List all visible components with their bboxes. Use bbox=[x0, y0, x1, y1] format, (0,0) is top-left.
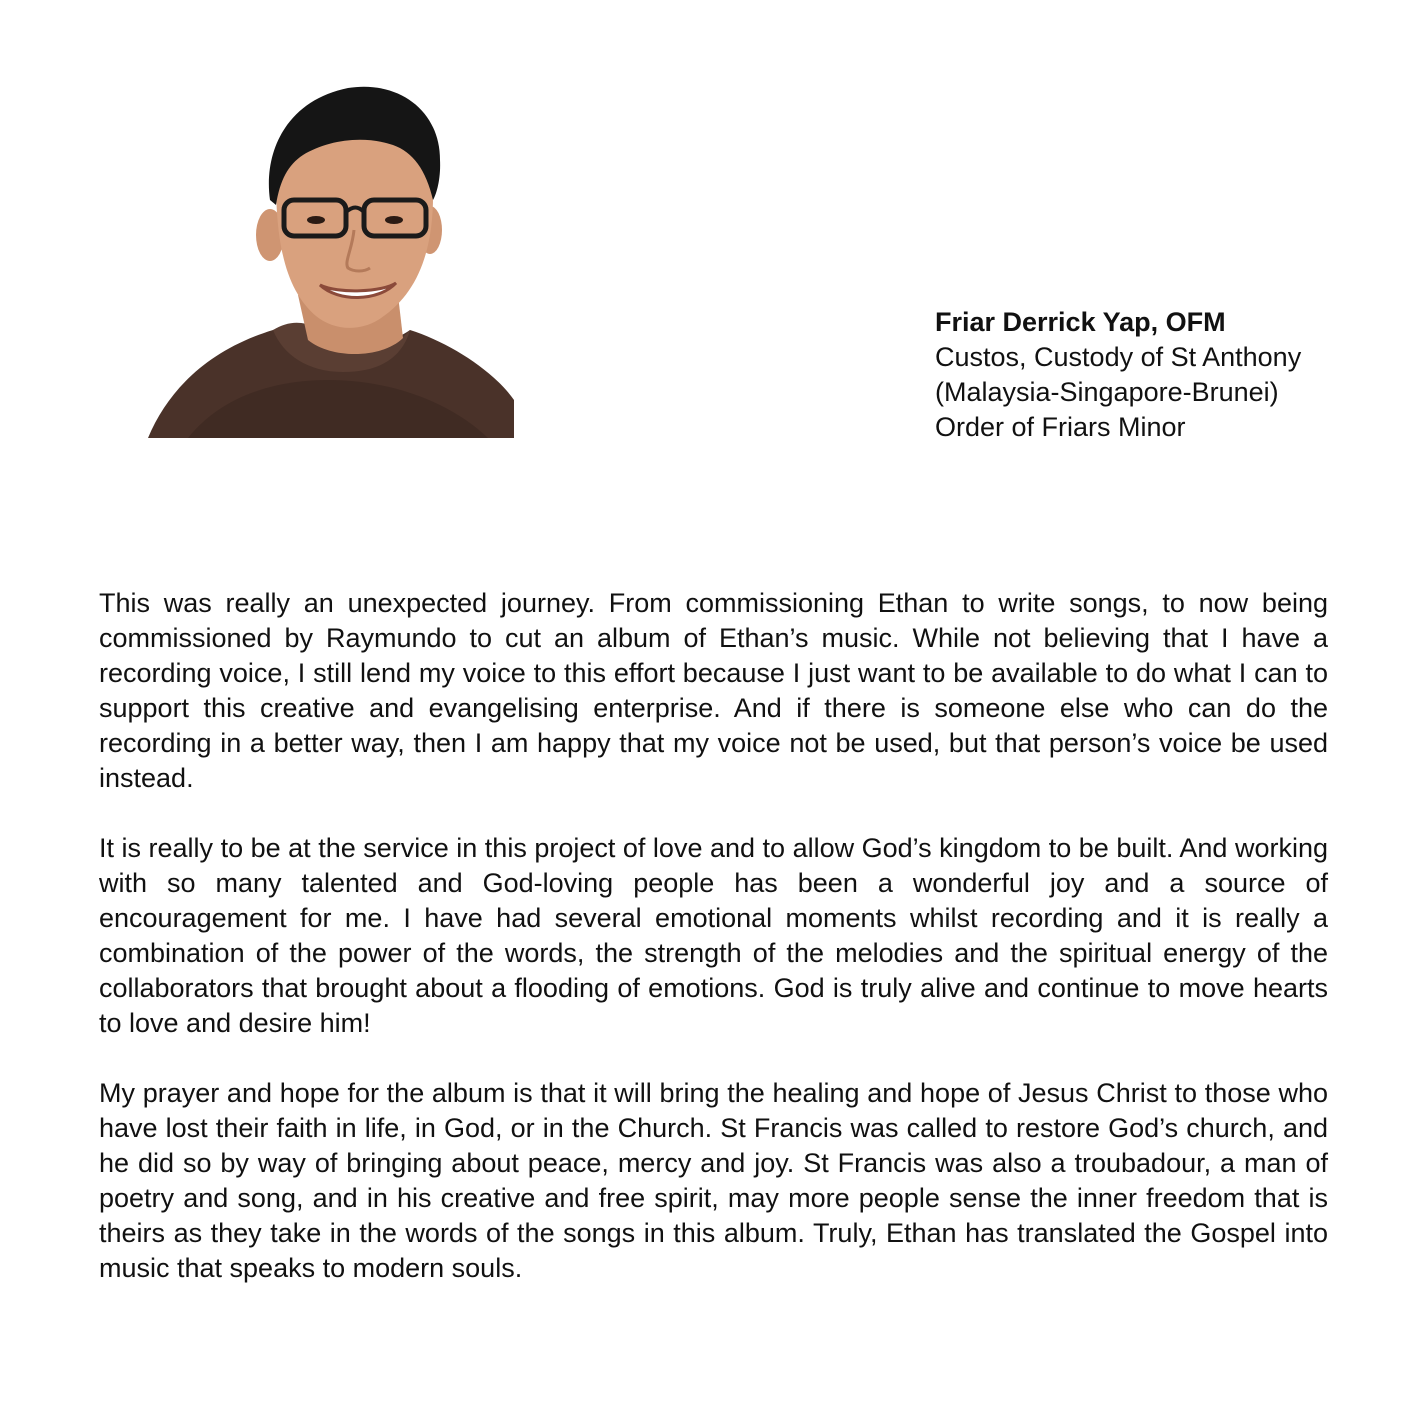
author-title-line-2: (Malaysia-Singapore-Brunei) bbox=[935, 377, 1279, 407]
paragraph-2: It is really to be at the service in this project of love and to allow God’s kingdom to be built. And working with so many talented and God-loving people has been a wonderful joy and a source of encouragement for me. I have had several emotional moments whilst recording and it is really a combination of the power of the words, the strength of the melodies and the spiritual energy of the collaborators that brought about a flooding of emotions. God is truly alive and continue to move hearts to love and desire him! bbox=[99, 833, 1328, 1038]
author-title-line-1: Custos, Custody of St Anthony bbox=[935, 342, 1302, 372]
paragraph-1: This was really an unexpected journey. From commissioning Ethan to write songs, to now being commissioned by Raymundo to cut an album of Ethan’s music. While not believing that I have a recording voice, I still lend my voice to this effort because I just want to be available to do what I can to support this creative and evangelising enterprise. And if there is someone else who can do the recording in a better way, then I am happy that my voice not be used, but that person’s voice be used instead. bbox=[99, 588, 1328, 793]
testimonial-body bbox=[99, 586, 1328, 1321]
portrait-illustration bbox=[148, 80, 514, 438]
author-info bbox=[935, 305, 1375, 445]
author-title-line-3: Order of Friars Minor bbox=[935, 412, 1186, 442]
portrait-eye-left bbox=[307, 216, 325, 224]
paragraph-3: My prayer and hope for the album is that it will bring the healing and hope of Jesus Christ to those who have lost their faith in life, in God, or in the Church. St Francis was called to restore God’s church, and he did so by way of bringing about peace, mercy and joy. St Francis was also a troubadour, a man of poetry and song, and in his creative and free spirit, may more people sense the inner freedom that is theirs as they take in the words of the songs in this album. Truly, Ethan has translated the Gospel into music that speaks to modern souls. bbox=[99, 1078, 1328, 1283]
portrait-eye-right bbox=[385, 216, 403, 224]
author-name: Friar Derrick Yap, OFM bbox=[935, 307, 1226, 337]
author-portrait bbox=[148, 80, 514, 438]
